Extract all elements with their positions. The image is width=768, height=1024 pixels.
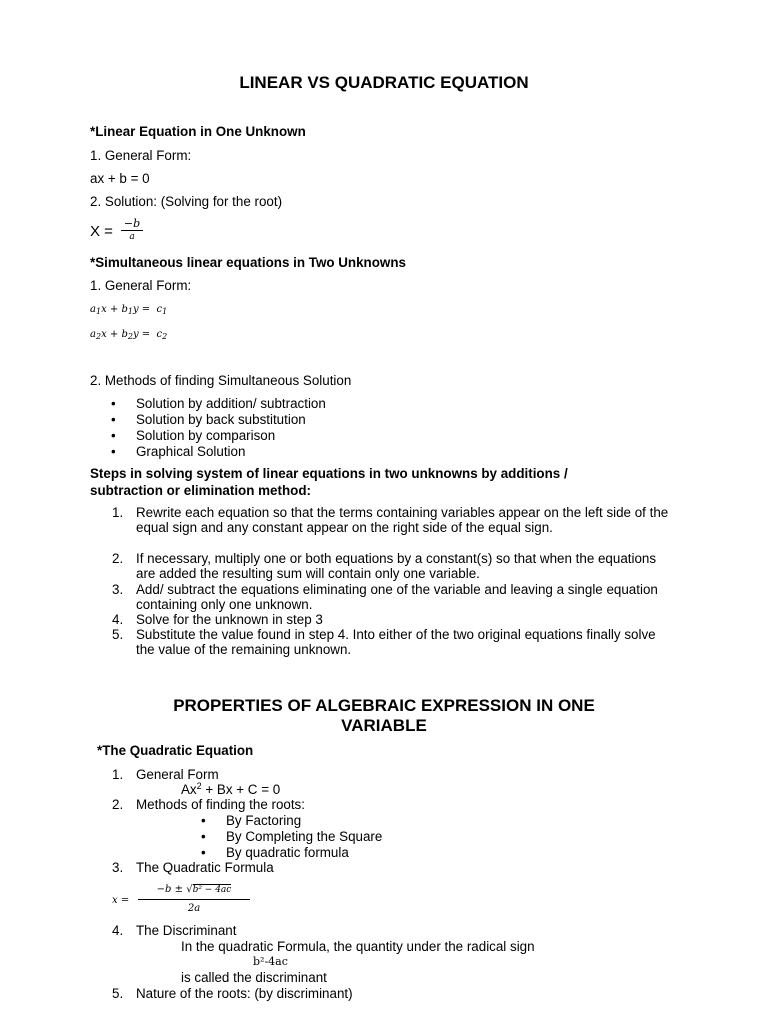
linear-general-form-label: 1. General Form: (90, 148, 192, 163)
linear-solution-label: 2. Solution: (Solving for the root) (90, 194, 283, 209)
step-text: If necessary, multiply one or both equations by a constant(s) so that when the equations are added the resulting sum will contain only one variable. (136, 551, 657, 581)
step-text: Substitute the value found in step 4. Into either of the two original equations finally solve the value of the remaining unknown. (136, 627, 656, 657)
step-number: 3. (112, 582, 124, 597)
step-text: Add/ subtract the equations eliminating one of the variable and leaving a single equation containing only one unknown. (136, 582, 658, 612)
eq2-x: x + (101, 329, 122, 340)
quad-nature-label: Nature of the roots: (by discriminant) (136, 986, 353, 1001)
eq2-sub-b: 2 (127, 332, 133, 341)
linear-equation: ax + b = 0 (90, 171, 150, 186)
eq2-sub-a: 2 (95, 332, 102, 341)
method-item: • Solution by back substitution (136, 413, 306, 426)
quad-formula-x: x = (112, 895, 130, 906)
quad-eq-exp: 2 (196, 781, 202, 791)
steps-heading-line1: Steps in solving system of linear equations in two unknowns by additions / (90, 466, 568, 481)
linear-denominator: a (129, 232, 135, 242)
section-title-line2: VARIABLE (341, 716, 427, 735)
steps-heading-line2: subtraction or elimination method: (90, 483, 311, 498)
eq1-y: y = (132, 304, 154, 315)
quad-eq-rest: + Bx + C = 0 (201, 782, 281, 797)
simultaneous-equation-2 (90, 330, 167, 340)
step-number: 4. (112, 612, 124, 627)
step-text: Solve for the unknown in step 3 (136, 612, 323, 627)
quad-formula-radicand: b² − 4ac (192, 885, 232, 895)
eq1-const-c: c (156, 304, 163, 315)
eq1-coef-b: b (121, 304, 128, 315)
quadratic-formula-fraction (138, 883, 250, 916)
step-text: Rewrite each equation so that the terms containing variables appear on the left side of the equal sign and any constant appear on the right side of the equal sign. (136, 505, 669, 535)
quad-item-number: 2. (112, 797, 124, 812)
eq1-sub-b: 1 (127, 307, 133, 316)
simultaneous-equation-1 (90, 305, 167, 315)
quad-formula-denominator: 2a (187, 903, 201, 914)
eq1-coef-a: a (90, 304, 96, 315)
eq2-coef-b: b (121, 329, 128, 340)
quad-methods-label: Methods of finding the roots: (136, 797, 305, 812)
quad-discriminant-label: The Discriminant (136, 923, 237, 938)
simultaneous-methods-label: 2. Methods of finding Simultaneous Solution (90, 373, 352, 388)
eq2-const-c: c (156, 329, 163, 340)
eq2-sub-c: 2 (162, 332, 168, 341)
step-number: 2. (112, 551, 124, 566)
quad-method-item: • By quadratic formula (226, 846, 349, 859)
method-item: • Solution by addition/ subtraction (136, 397, 326, 410)
quad-discriminant-end: is called the discriminant (181, 970, 327, 985)
simultaneous-heading: *Simultaneous linear equations in Two Unknowns (90, 255, 406, 270)
linear-x-label: X = (90, 223, 113, 240)
quad-item-number: 5. (112, 986, 124, 1001)
quad-formula-num-start: −b ± √ (156, 884, 193, 895)
eq2-coef-a: a (90, 329, 96, 340)
linear-numerator: −b (123, 217, 141, 230)
quad-general-form-label: General Form (136, 767, 219, 782)
step-number: 5. (112, 627, 124, 642)
method-item: • Graphical Solution (136, 445, 245, 458)
quad-eq-a: Ax (181, 782, 197, 797)
simultaneous-general-form-label: 1. General Form: (90, 278, 192, 293)
linear-root-fraction (121, 218, 143, 243)
quad-general-equation (181, 783, 280, 796)
eq1-sub-a: 1 (95, 307, 102, 316)
quadratic-heading: *The Quadratic Equation (97, 743, 254, 758)
quad-discriminant-expr: b²-4ac (253, 955, 288, 968)
method-item: • Solution by comparison (136, 429, 275, 442)
eq2-y: y = (132, 329, 154, 340)
quad-item-number: 1. (112, 767, 124, 782)
linear-heading: *Linear Equation in One Unknown (90, 124, 306, 139)
quad-formula-numerator (138, 883, 250, 897)
section-title-line1: PROPERTIES OF ALGEBRAIC EXPRESSION IN ONE (173, 696, 595, 715)
quad-item-number: 4. (112, 923, 124, 938)
quad-formula-label: The Quadratic Formula (136, 860, 274, 875)
quad-method-item: • By Completing the Square (226, 830, 382, 843)
step-number: 1. (112, 505, 124, 520)
quad-item-number: 3. (112, 860, 124, 875)
eq1-sub-c: 1 (162, 307, 168, 316)
page-title: LINEAR VS QUADRATIC EQUATION (239, 73, 529, 92)
quad-discriminant-text: In the quadratic Formula, the quantity under the radical sign (181, 939, 535, 954)
eq1-x: x + (101, 304, 122, 315)
quad-method-item: • By Factoring (226, 814, 301, 827)
